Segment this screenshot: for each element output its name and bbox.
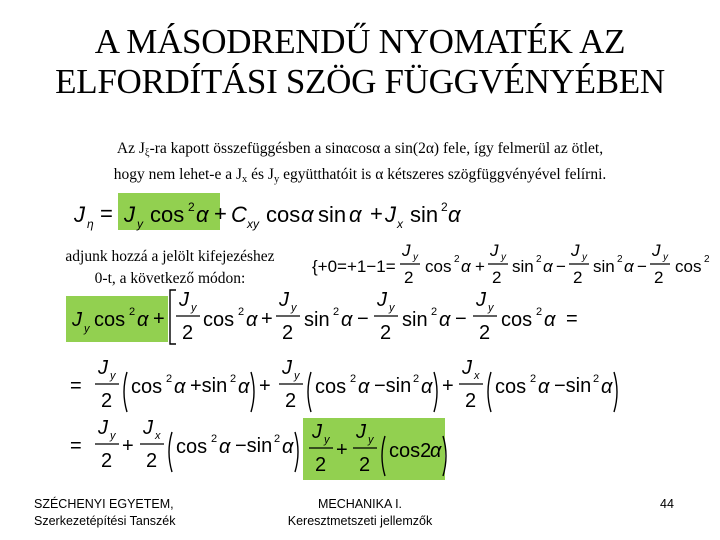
svg-text:y: y bbox=[137, 217, 143, 231]
svg-text:+sin: +sin bbox=[190, 375, 228, 397]
svg-text:J: J bbox=[571, 241, 580, 260]
svg-text:y: y bbox=[389, 302, 395, 314]
footer-university: SZÉCHENYI EGYETEM, bbox=[34, 497, 174, 511]
svg-text:sin: sin bbox=[304, 309, 330, 331]
svg-text:−sin: −sin bbox=[554, 375, 592, 397]
svg-text:y: y bbox=[413, 252, 418, 263]
svg-text:J: J bbox=[279, 289, 289, 311]
svg-text:+: + bbox=[336, 439, 348, 461]
svg-text:y: y bbox=[84, 323, 90, 335]
svg-text:α: α bbox=[219, 436, 231, 458]
svg-text:y: y bbox=[291, 302, 297, 314]
svg-text:2: 2 bbox=[188, 200, 195, 214]
svg-text:2: 2 bbox=[530, 373, 537, 385]
intro-subscript: y bbox=[273, 174, 280, 185]
svg-text:+: + bbox=[370, 201, 383, 226]
svg-text:y: y bbox=[294, 370, 300, 382]
svg-text:cos: cos bbox=[203, 309, 235, 331]
svg-text:y: y bbox=[191, 302, 197, 314]
svg-text:+: + bbox=[153, 308, 165, 330]
svg-text:y: y bbox=[501, 252, 506, 263]
svg-text:2: 2 bbox=[404, 268, 414, 287]
svg-text:J: J bbox=[476, 289, 486, 311]
svg-text:x: x bbox=[155, 430, 161, 442]
svg-text:α: α bbox=[421, 376, 433, 398]
svg-text:2: 2 bbox=[211, 433, 218, 445]
svg-text:sin: sin bbox=[512, 257, 534, 276]
intro-text: és J bbox=[247, 166, 274, 183]
formula-line-4 bbox=[70, 417, 446, 476]
svg-text:J: J bbox=[74, 202, 85, 227]
svg-text:{+0=+1−1=: {+0=+1−1= bbox=[312, 257, 396, 276]
svg-text:J: J bbox=[124, 202, 135, 227]
svg-text:J: J bbox=[282, 357, 292, 379]
svg-text:2: 2 bbox=[359, 454, 371, 476]
svg-text:cos: cos bbox=[94, 309, 126, 331]
formula-line-2 bbox=[71, 289, 578, 344]
svg-text:+: + bbox=[442, 375, 454, 397]
svg-text:J: J bbox=[143, 417, 153, 439]
svg-text:α: α bbox=[349, 202, 362, 227]
svg-text:2: 2 bbox=[413, 373, 420, 385]
svg-text:J: J bbox=[179, 289, 189, 311]
hint-line-2: 0-t, a következő módon: bbox=[94, 270, 246, 287]
svg-text:y: y bbox=[110, 370, 116, 382]
svg-text:α: α bbox=[174, 376, 186, 398]
svg-text:2: 2 bbox=[573, 268, 583, 287]
intro-text: együtthatóit is α kétszeres szögfüggvényével felírni. bbox=[279, 166, 607, 183]
svg-text:J: J bbox=[98, 357, 108, 379]
svg-text:α: α bbox=[538, 376, 550, 398]
svg-text:J: J bbox=[377, 289, 387, 311]
svg-text:cos: cos bbox=[176, 436, 208, 458]
svg-text:+: + bbox=[475, 257, 485, 276]
svg-text:2: 2 bbox=[536, 306, 543, 318]
svg-text:2: 2 bbox=[315, 454, 327, 476]
svg-text:α: α bbox=[439, 309, 451, 331]
svg-text:2: 2 bbox=[282, 322, 294, 344]
svg-text:2: 2 bbox=[101, 450, 113, 472]
svg-text:y: y bbox=[488, 302, 494, 314]
svg-text:cos: cos bbox=[266, 202, 301, 227]
svg-text:+: + bbox=[214, 201, 227, 226]
svg-text:α: α bbox=[137, 309, 149, 331]
svg-text:cos: cos bbox=[131, 376, 163, 398]
svg-text:α: α bbox=[543, 257, 553, 276]
footer-topic: Keresztmetszeti jellemzők bbox=[287, 514, 433, 528]
svg-text:2: 2 bbox=[230, 373, 237, 385]
svg-text:2: 2 bbox=[454, 254, 460, 265]
svg-text:α: α bbox=[601, 376, 613, 398]
svg-text:α: α bbox=[282, 436, 294, 458]
svg-text:α: α bbox=[196, 202, 209, 227]
svg-text:=: = bbox=[566, 308, 578, 330]
svg-text:J: J bbox=[652, 241, 661, 260]
svg-text:cos: cos bbox=[150, 202, 185, 227]
svg-text:−sin: −sin bbox=[374, 375, 412, 397]
footer-course: MECHANIKA I. bbox=[317, 497, 403, 511]
svg-text:α: α bbox=[430, 440, 442, 462]
svg-text:α: α bbox=[461, 257, 471, 276]
svg-text:sin: sin bbox=[318, 202, 347, 227]
svg-text:α: α bbox=[341, 309, 353, 331]
svg-text:sin: sin bbox=[410, 202, 439, 227]
svg-text:α: α bbox=[238, 376, 250, 398]
svg-text:=: = bbox=[70, 435, 82, 457]
svg-text:2: 2 bbox=[146, 450, 158, 472]
svg-text:2: 2 bbox=[129, 306, 136, 318]
svg-text:x: x bbox=[397, 217, 403, 231]
svg-text:sin: sin bbox=[593, 257, 615, 276]
svg-text:α: α bbox=[358, 376, 370, 398]
footer-left bbox=[34, 496, 176, 530]
intro-subscript: x bbox=[241, 174, 248, 185]
svg-text:2: 2 bbox=[274, 433, 281, 445]
formula-line-3 bbox=[70, 357, 617, 412]
svg-text:+: + bbox=[261, 308, 273, 330]
svg-text:2: 2 bbox=[465, 390, 477, 412]
svg-text:cos: cos bbox=[495, 376, 527, 398]
svg-text:y: y bbox=[582, 252, 587, 263]
svg-text:2: 2 bbox=[704, 254, 710, 265]
svg-text:cos2: cos2 bbox=[389, 440, 432, 462]
svg-text:2: 2 bbox=[285, 390, 297, 412]
svg-text:2: 2 bbox=[350, 373, 357, 385]
svg-text:J: J bbox=[312, 421, 322, 443]
title-line-1: A MÁSODRENDŰ NYOMATÉK AZ bbox=[94, 22, 626, 61]
svg-text:η: η bbox=[87, 217, 94, 231]
svg-text:2: 2 bbox=[593, 373, 600, 385]
svg-text:=: = bbox=[100, 201, 113, 226]
svg-text:2: 2 bbox=[431, 306, 438, 318]
svg-text:y: y bbox=[324, 434, 330, 446]
svg-text:J: J bbox=[490, 241, 499, 260]
formula-j-eta bbox=[73, 200, 462, 231]
svg-text:+: + bbox=[122, 435, 134, 457]
svg-text:C: C bbox=[231, 202, 247, 227]
svg-text:x: x bbox=[474, 370, 480, 382]
svg-text:2: 2 bbox=[617, 254, 623, 265]
svg-text:cos: cos bbox=[425, 257, 452, 276]
intro-text: hogy nem lehet-e a J bbox=[113, 166, 242, 183]
svg-text:J: J bbox=[72, 309, 82, 331]
svg-text:α: α bbox=[544, 309, 556, 331]
svg-text:−sin: −sin bbox=[235, 435, 273, 457]
svg-text:2: 2 bbox=[182, 322, 194, 344]
intro-text: Az J bbox=[116, 140, 145, 157]
svg-text:−: − bbox=[455, 308, 467, 330]
svg-text:=: = bbox=[70, 375, 82, 397]
svg-text:−: − bbox=[357, 308, 369, 330]
svg-text:+: + bbox=[259, 375, 271, 397]
svg-text:2: 2 bbox=[380, 322, 392, 344]
svg-text:y: y bbox=[368, 434, 374, 446]
svg-text:J: J bbox=[356, 421, 366, 443]
svg-text:2: 2 bbox=[333, 306, 340, 318]
title-line-2: ELFORDÍTÁSI SZÖG FÜGGVÉNYÉBEN bbox=[55, 62, 665, 101]
svg-text:cos: cos bbox=[501, 309, 533, 331]
svg-text:y: y bbox=[110, 430, 116, 442]
svg-text:2: 2 bbox=[238, 306, 245, 318]
svg-text:J: J bbox=[402, 241, 411, 260]
svg-text:2: 2 bbox=[166, 373, 173, 385]
svg-text:cos: cos bbox=[315, 376, 347, 398]
svg-text:−: − bbox=[556, 257, 566, 276]
footer-center bbox=[260, 496, 460, 530]
footer-department: Szerkezetépítési Tanszék bbox=[34, 514, 176, 528]
svg-text:2: 2 bbox=[101, 390, 113, 412]
intro-subscript: ξ bbox=[144, 148, 150, 159]
intro-text: -ra kapott összefüggésben a sinαcosα a sin(2α) fele, így felmerül az ötlet, bbox=[149, 140, 604, 157]
svg-text:2: 2 bbox=[654, 268, 664, 287]
svg-text:α: α bbox=[624, 257, 634, 276]
svg-text:2: 2 bbox=[479, 322, 491, 344]
svg-text:J: J bbox=[98, 417, 108, 439]
svg-text:2: 2 bbox=[441, 200, 448, 214]
svg-text:α: α bbox=[301, 202, 314, 227]
svg-text:xy: xy bbox=[247, 217, 259, 231]
svg-text:2: 2 bbox=[492, 268, 502, 287]
hint-line-1: adjunk hozzá a jelölt kifejezéshez bbox=[65, 248, 275, 265]
svg-text:α: α bbox=[246, 309, 258, 331]
svg-text:J: J bbox=[462, 357, 472, 379]
svg-text:−: − bbox=[637, 257, 647, 276]
svg-text:α: α bbox=[448, 202, 461, 227]
formula-zero-expansion bbox=[312, 241, 710, 287]
svg-text:J: J bbox=[385, 202, 396, 227]
svg-text:y: y bbox=[663, 252, 668, 263]
svg-text:2: 2 bbox=[536, 254, 542, 265]
page-number: 44 bbox=[660, 497, 674, 511]
svg-text:sin: sin bbox=[402, 309, 428, 331]
svg-text:cos: cos bbox=[675, 257, 702, 276]
